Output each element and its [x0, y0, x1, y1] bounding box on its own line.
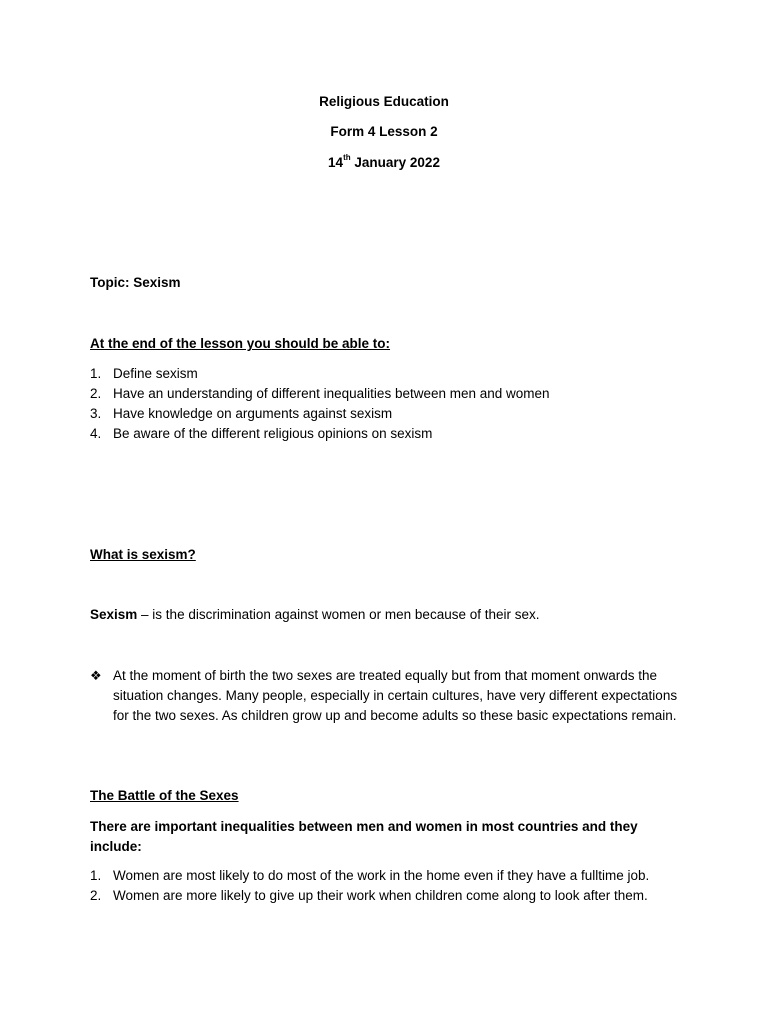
- list-item: [90, 364, 550, 384]
- objectives-heading: At the end of the lesson you should be able to:: [90, 336, 391, 351]
- battle-heading: The Battle of the Sexes: [90, 788, 239, 803]
- list-number: 1.: [90, 868, 102, 883]
- list-item: [90, 384, 550, 404]
- lesson-date: [0, 152, 768, 170]
- date-rest: January 2022: [350, 155, 440, 170]
- definition-term: Sexism: [90, 607, 138, 622]
- subject-title: Religious Education: [319, 94, 449, 109]
- date-suffix: th: [343, 152, 351, 162]
- diamond-bullet-icon: ❖: [90, 668, 102, 683]
- objectives-list: [90, 364, 550, 444]
- list-item: [90, 424, 550, 444]
- bullet-paragraph: [90, 666, 680, 726]
- what-is-heading: What is sexism?: [90, 547, 196, 562]
- list-text: Women are more likely to give up their work when children come along to look after them.: [113, 888, 648, 903]
- list-number: 2.: [90, 386, 102, 401]
- list-number: 2.: [90, 888, 102, 903]
- battle-intro: There are important inequalities between men and women in most countries and they include:: [90, 819, 638, 854]
- list-item: [90, 866, 649, 886]
- topic-heading: Topic: Sexism: [90, 275, 181, 290]
- inequalities-list: [90, 866, 649, 906]
- lesson-title: Form 4 Lesson 2: [330, 124, 438, 139]
- list-item: [90, 886, 649, 906]
- list-text: Women are most likely to do most of the work in the home even if they have a fulltime job.: [113, 868, 650, 883]
- list-text: Define sexism: [113, 366, 198, 381]
- definition-text: – is the discrimination against women or men because of their sex.: [137, 607, 540, 622]
- definition-paragraph: [90, 607, 540, 622]
- list-text: Have knowledge on arguments against sexism: [113, 406, 393, 421]
- list-number: 1.: [90, 366, 102, 381]
- list-text: Be aware of the different religious opinions on sexism: [113, 426, 433, 441]
- list-text: Have an understanding of different inequalities between men and women: [113, 386, 550, 401]
- list-item: [90, 404, 550, 424]
- bullet-text: At the moment of birth the two sexes are treated equally but from that moment onwards the situation changes. Many people, especially in certain cultures, have very different expectations for the two sexes. As children grow up and become adults so these basic expectations remain.: [113, 668, 678, 723]
- date-day: 14: [328, 155, 344, 170]
- list-number: 3.: [90, 406, 102, 421]
- list-number: 4.: [90, 426, 102, 441]
